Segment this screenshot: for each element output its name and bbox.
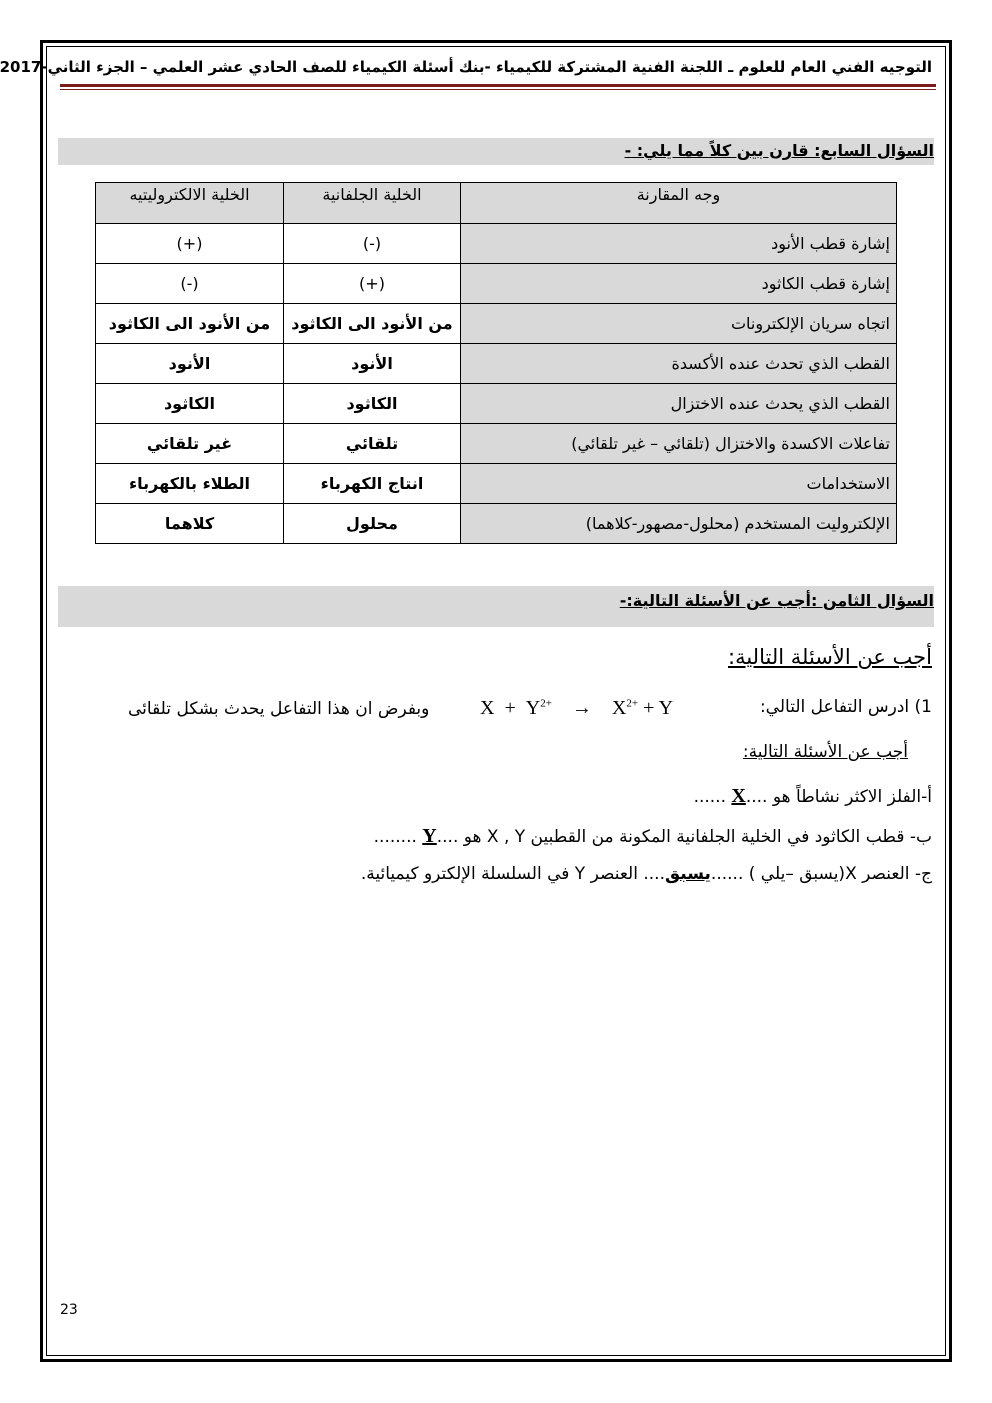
row-electrolytic: (-) (96, 264, 284, 304)
table-row (96, 504, 897, 544)
row-aspect: الاستخدامات (461, 464, 897, 504)
question-a-suffix: ...... (693, 787, 732, 807)
row-aspect: اتجاه سريان الإلكترونات (461, 304, 897, 344)
header-rule-thin (60, 89, 936, 90)
question-a-prefix: أ-الفلز الاكثر نشاطاً هو .... (745, 787, 932, 807)
q7-title: السؤال السابع: قارن بين كلاً مما يلي: - (624, 141, 934, 160)
page-number: 23 (60, 1302, 78, 1318)
question-b (374, 825, 932, 848)
q7-title-bar (58, 138, 934, 165)
row-aspect: إشارة قطب الأنود (461, 224, 897, 264)
row-electrolytic: كلاهما (96, 504, 284, 544)
page-header: التوجيه الفني العام للعلوم ـ اللجنة الفنية المشتركة للكيمياء -بنك أسئلة الكيمياء للصف الحادي عشر العلمي – الجزء الثاني-2017 (0, 58, 932, 76)
row-aspect: إشارة قطب الكاثود (461, 264, 897, 304)
product-y: + Y (643, 697, 674, 719)
item-prompt: ادرس التفاعل التالي: (759, 697, 910, 717)
row-galvanic: الكاثود (284, 384, 461, 424)
table-header-row (96, 183, 897, 224)
product-x-charge: 2+ (626, 697, 639, 710)
header-rule (60, 84, 936, 87)
question-a-answer: X (731, 785, 746, 807)
row-galvanic: محلول (284, 504, 461, 544)
row-galvanic: انتاج الكهرباء (284, 464, 461, 504)
reactant-x: X (480, 697, 495, 719)
question-b-prefix: ب- قطب الكاثود في الخلية الجلفانية المكونة من القطبين X , Y هو .... (436, 827, 932, 847)
row-electrolytic: من الأنود الى الكاثود (96, 304, 284, 344)
plus-sign: + (504, 697, 516, 719)
q8-title: السؤال الثامن :أجب عن الأسئلة التالية:- (619, 591, 934, 610)
comparison-table (95, 182, 897, 544)
row-aspect: القطب الذي يحدث عنده الاختزال (461, 384, 897, 424)
row-electrolytic: الطلاء بالكهرباء (96, 464, 284, 504)
question-c-answer: يسبق (664, 864, 711, 884)
product-x: X (611, 697, 627, 719)
row-galvanic: تلقائي (284, 424, 461, 464)
row-galvanic: الأنود (284, 344, 461, 384)
reaction-assumption: وبفرض ان هذا التفاعل يحدث بشكل تلقائى (128, 699, 430, 719)
row-electrolytic: الكاثود (96, 384, 284, 424)
row-aspect: تفاعلات الاكسدة والاختزال (تلقائي – غير تلقائي) (461, 424, 897, 464)
table-row (96, 344, 897, 384)
row-electrolytic: (+) (96, 224, 284, 264)
row-aspect: القطب الذي تحدث عنده الأكسدة (461, 344, 897, 384)
q8-subheading: أجب عن الأسئلة التالية: (728, 645, 932, 669)
col-header-electrolytic: الخلية الالكتروليتيه (96, 183, 284, 224)
question-c-prefix: ج- العنصر X(يسبق –يلي ) ...... (710, 864, 932, 884)
row-galvanic: من الأنود الى الكاثود (284, 304, 461, 344)
question-c-suffix: .... العنصر Y في السلسلة الإلكترو كيميائية. (360, 864, 665, 884)
question-a (694, 785, 932, 808)
table-row (96, 464, 897, 504)
row-galvanic: (-) (284, 224, 461, 264)
reactant-y-charge: 2+ (540, 697, 552, 710)
col-header-aspect: وجه المقارنة (461, 183, 897, 224)
row-electrolytic: غير تلقائي (96, 424, 284, 464)
q8-title-bar (58, 586, 934, 627)
question-b-answer: Y (422, 825, 437, 847)
table-row (96, 384, 897, 424)
col-header-galvanic: الخلية الجلفانية (284, 183, 461, 224)
reaction-arrow: → (571, 697, 592, 719)
row-galvanic: (+) (284, 264, 461, 304)
row-aspect: الإلكتروليت المستخدم (محلول-مصهور-كلاهما) (461, 504, 897, 544)
reactant-y: Y (525, 697, 541, 719)
table-row (96, 224, 897, 264)
question-b-suffix: ........ (373, 827, 423, 847)
table-row (96, 304, 897, 344)
table-row (96, 264, 897, 304)
row-electrolytic: الأنود (96, 344, 284, 384)
question-c (361, 864, 932, 884)
item-number: 1) (914, 697, 932, 717)
table-row (96, 424, 897, 464)
q8-item1 (760, 697, 932, 717)
q8-subheading-2: أجب عن الأسئلة التالية: (742, 742, 908, 762)
reaction-equation (480, 697, 673, 720)
